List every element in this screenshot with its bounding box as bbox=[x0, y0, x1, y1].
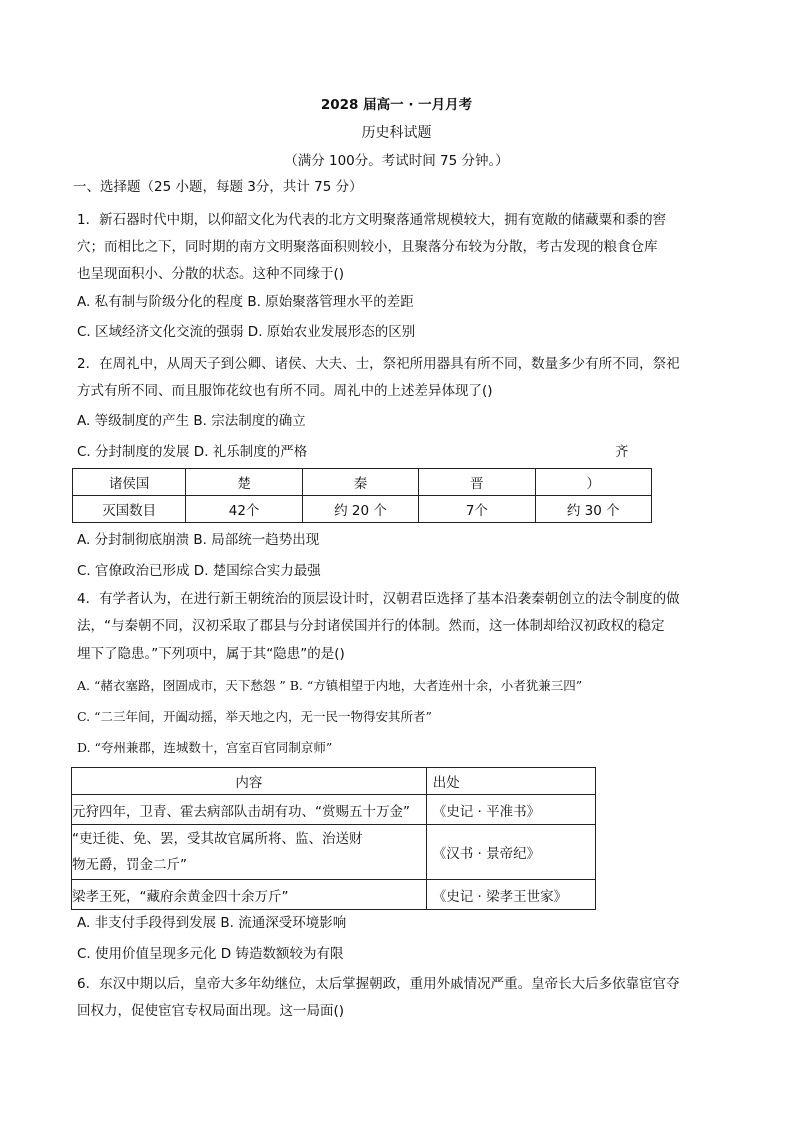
table-header-content: 内容 bbox=[72, 768, 427, 795]
table-cell-content bbox=[72, 825, 427, 880]
subject-title: 历史科试题 bbox=[361, 125, 432, 141]
table-cell-source: 《史记 · 梁孝王世家》 bbox=[426, 880, 595, 910]
table-cell: 晋 bbox=[419, 469, 535, 496]
question-text-line: 1．新石器时代中期，以仰韶文化为代表的北方文明聚落通常规模较大，拥有宽敞的储藏粟和黍的窖 bbox=[77, 212, 667, 228]
table-row bbox=[72, 880, 596, 910]
question-text-line: 方式有所不同、而且服饰花纹也有所不同。周礼中的上述差异体现了() bbox=[77, 383, 493, 399]
options-cd: C. 区域经济文化交流的强弱 D. 原始农业发展形态的区别 bbox=[77, 324, 416, 340]
table-row bbox=[72, 825, 596, 880]
option-c: C. “二三年间，开阖动摇，举天地之内，无一民一物得安其所者” bbox=[77, 709, 432, 724]
question-text-line: 6．东汉中期以后，皇帝大多年幼继位，太后掌握朝政，重用外戚情况严重。皇帝长大后多依靠宦官夺 bbox=[77, 976, 680, 992]
options-ab: A. 等级制度的产生 B. 宗法制度的确立 bbox=[77, 413, 306, 429]
options-ab: A. 非支付手段得到发展 B. 流通深受环境影响 bbox=[77, 915, 347, 931]
table-cell: 约 20 个 bbox=[302, 496, 418, 523]
table-cell-line: 物无爵，罚金二斤” bbox=[72, 857, 187, 873]
options-ab: A. 私有制与阶级分化的程度 B. 原始聚落管理水平的差距 bbox=[77, 294, 414, 310]
table-cell-content: 梁孝王死，“藏府余黄金四十余万斤” bbox=[72, 880, 427, 910]
table-header-source: 出处 bbox=[426, 768, 595, 795]
options-ab: A. 分封制彻底崩溃 B. 局部统一趋势出现 bbox=[77, 532, 320, 548]
question-text-line: 法，“与秦朝不同，汉初采取了郡县与分封诸侯国并行的体制。然而，这一体制却给汉初政权的稳定 bbox=[77, 618, 665, 634]
table-cell-source: 《汉书 · 景帝纪》 bbox=[426, 825, 595, 880]
table-cell: 42个 bbox=[186, 496, 302, 523]
question-text-line: 埋下了隐患。”下列项中，属于其“隐患”的是() bbox=[77, 646, 345, 662]
table-cell-content: 元狩四年，卫青、霍去病部队击胡有功、“赏赐五十万金” bbox=[72, 795, 427, 825]
table-row bbox=[73, 496, 652, 523]
table-cell-source: 《史记 · 平准书》 bbox=[426, 795, 595, 825]
table-header-row bbox=[73, 469, 652, 496]
table-cell-line: “吏迁徙、免、罢，受其故官属所将、监、治送财 bbox=[72, 831, 363, 847]
table-header-row bbox=[72, 768, 596, 795]
annexation-table bbox=[72, 468, 652, 523]
option-d: D. “夸州兼郡，连城数十，宫室百官同制京师” bbox=[77, 740, 333, 755]
table-cell: ） bbox=[535, 469, 651, 496]
table-cell: 约 30 个 bbox=[535, 496, 651, 523]
exam-note: （满分 100分。考试时间 75 分钟。） bbox=[284, 153, 509, 169]
table-cell: 7个 bbox=[419, 496, 535, 523]
table-cell: 楚 bbox=[186, 469, 302, 496]
table-row bbox=[72, 795, 596, 825]
options-ab: A. “赭衣塞路，囹圄成市，天下愁怨 ” B. “方镇相望于内地，大者连州十余，小者犹兼三四” bbox=[77, 678, 583, 693]
question-text-line: 4．有学者认为，在进行新王朝统治的顶层设计时，汉朝君臣选择了基本沿袭秦朝创立的法令制度的做 bbox=[77, 591, 680, 607]
options-cd: C. 分封制度的发展 D. 礼乐制度的严格 bbox=[77, 444, 308, 460]
question-text-line: 2．在周礼中，从周天子到公卿、诸侯、大夫、士，祭祀所用器具有所不同，数量多少有所不同，祭祀 bbox=[77, 356, 680, 372]
options-cd: C. 使用价值呈现多元化 D 铸造数额较为有限 bbox=[77, 946, 344, 962]
table-cell: 秦 bbox=[302, 469, 418, 496]
table-cell: 灭国数目 bbox=[73, 496, 186, 523]
options-cd: C. 官僚政治已形成 D. 楚国综合实力最强 bbox=[77, 563, 321, 579]
exam-title: 2028 届高一 · 一月月考 bbox=[320, 97, 473, 113]
stray-character: 齐 bbox=[615, 444, 629, 460]
source-table bbox=[71, 767, 596, 910]
question-text-line: 也呈现面积小、分散的状态。这种不同缘于() bbox=[77, 266, 345, 282]
question-text-line: 穴；而相比之下，同时期的南方文明聚落面积则较小，且聚落分布较为分散，考古发现的粮食仓库 bbox=[77, 239, 658, 255]
table-cell: 诸侯国 bbox=[73, 469, 186, 496]
section-title: 一、选择题（25 小题，每题 3分，共计 75 分） bbox=[73, 179, 363, 195]
question-text-line: 回权力，促使宦官专权局面出现。这一局面() bbox=[77, 1003, 345, 1019]
